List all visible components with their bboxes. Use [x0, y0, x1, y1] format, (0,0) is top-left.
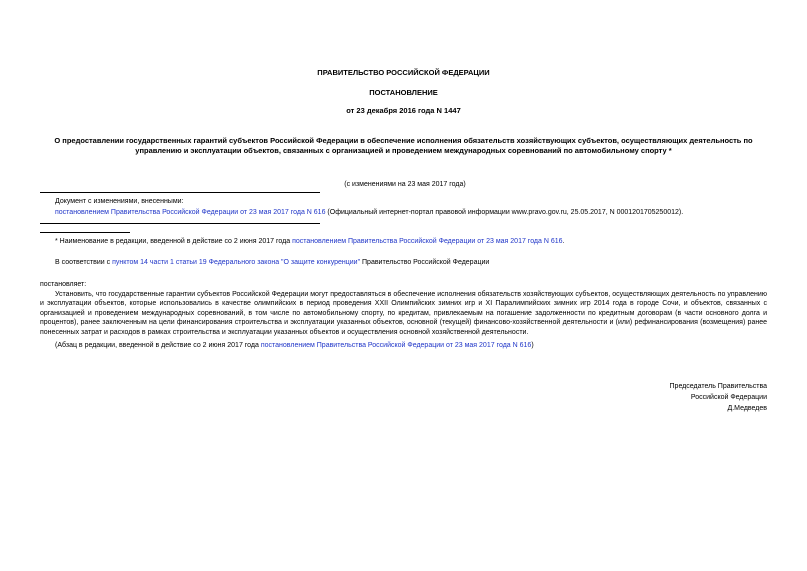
separator-line-2: [40, 223, 320, 224]
signature-position: Председатель Правительства: [669, 383, 767, 390]
paragraph-note: (Абзац в редакции, введенной в действие со 2 июня 2017 года постановлением Правительства Российской Федерации от 23 мая 2017 года N 616): [55, 342, 534, 349]
footnote-text: * Наименование в редакции, введенной в действие со 2 июня 2017 года: [55, 238, 293, 245]
competition-law-link[interactable]: пунктом 14 части 1 статьи 19 Федерального закона "О защите конкуренции": [112, 259, 361, 266]
decides-word: постановляет:: [40, 281, 87, 288]
footnote-link[interactable]: постановлением Правительства Российской Федерации от 23 мая 2017 года N 616: [292, 238, 563, 245]
document-title: О предоставлении государственных гарантий субъектов Российской Федерации в обеспечение исполнения обязательств хозяйствующих субъектов, осуществляющих деятельность по управлению и эксплуатации объектов, связанных с организацией и проведением международных соревнований по автомобильному спорту *: [54, 136, 753, 156]
paragraph-note-link[interactable]: постановлением Правительства Российской Федерации от 23 мая 2017 года N 616: [260, 342, 532, 349]
document-type: ПОСТАНОВЛЕНИЕ: [369, 88, 438, 97]
changes-intro: Документ с изменениями, внесенными:: [55, 198, 184, 205]
amendments-note: (с изменениями на 23 мая 2017 года): [344, 181, 466, 188]
footnote-separator: [40, 232, 130, 233]
footnote: * Наименование в редакции, введенной в действие со 2 июня 2017 года постановлением Правительства Российской Федерации от 23 мая 2017 года N 616.: [55, 238, 565, 245]
document-date-number: от 23 декабря 2016 года N 1447: [346, 106, 461, 115]
changes-source: (Официальный интернет-портал правовой информации www.pravo.gov.ru, 25.05.2017, N 0001201705250012).: [325, 209, 684, 216]
signature-name: Д.Медведев: [727, 404, 767, 412]
changes-line: [55, 208, 683, 217]
signature-country: Российской Федерации: [690, 393, 767, 401]
amendment-link[interactable]: постановлением Правительства Российской Федерации от 23 мая 2017 года N 616: [55, 209, 326, 216]
separator-line: [40, 192, 320, 193]
body-paragraph: Установить, что государственные гарантии субъектов Российской Федерации могут предоставляться в обеспечение исполнения обязательств хозяйствующих субъектов, осуществляющих деятельность по управлению и эксплуатации объектов, которые использовались в качестве олимпийских в период проведения XXII Олимпийских зимних игр и XI Паралимпийских зимних игр 2014 года в городе Сочи, и объектов, связанных с организацией и проведением международных соревнований, в том числе по автомобильному спорту, по кредитам, привлекаемым на погашение задолженности по кредитным договорам (в части основного долга и процентов), ранее заключенным на цели финансирования строительства и эксплуатации указанных объектов, основной (текущей) финансово-хозяйственной деятельности и (или) рефинансирования (возмещения) ранее понесенных затрат и расходов в рамках строительства и эксплуатации указанных объектов и осуществления основной хозяйственной деятельности.: [40, 291, 767, 336]
signature-block: [670, 382, 767, 415]
preamble: В соответствии с пунктом 14 части 1 статьи 19 Федерального закона "О защите конкуренции" Правительство Российской Федерации: [55, 259, 490, 266]
government-heading: ПРАВИТЕЛЬСТВО РОССИЙСКОЙ ФЕДЕРАЦИИ: [317, 68, 490, 77]
